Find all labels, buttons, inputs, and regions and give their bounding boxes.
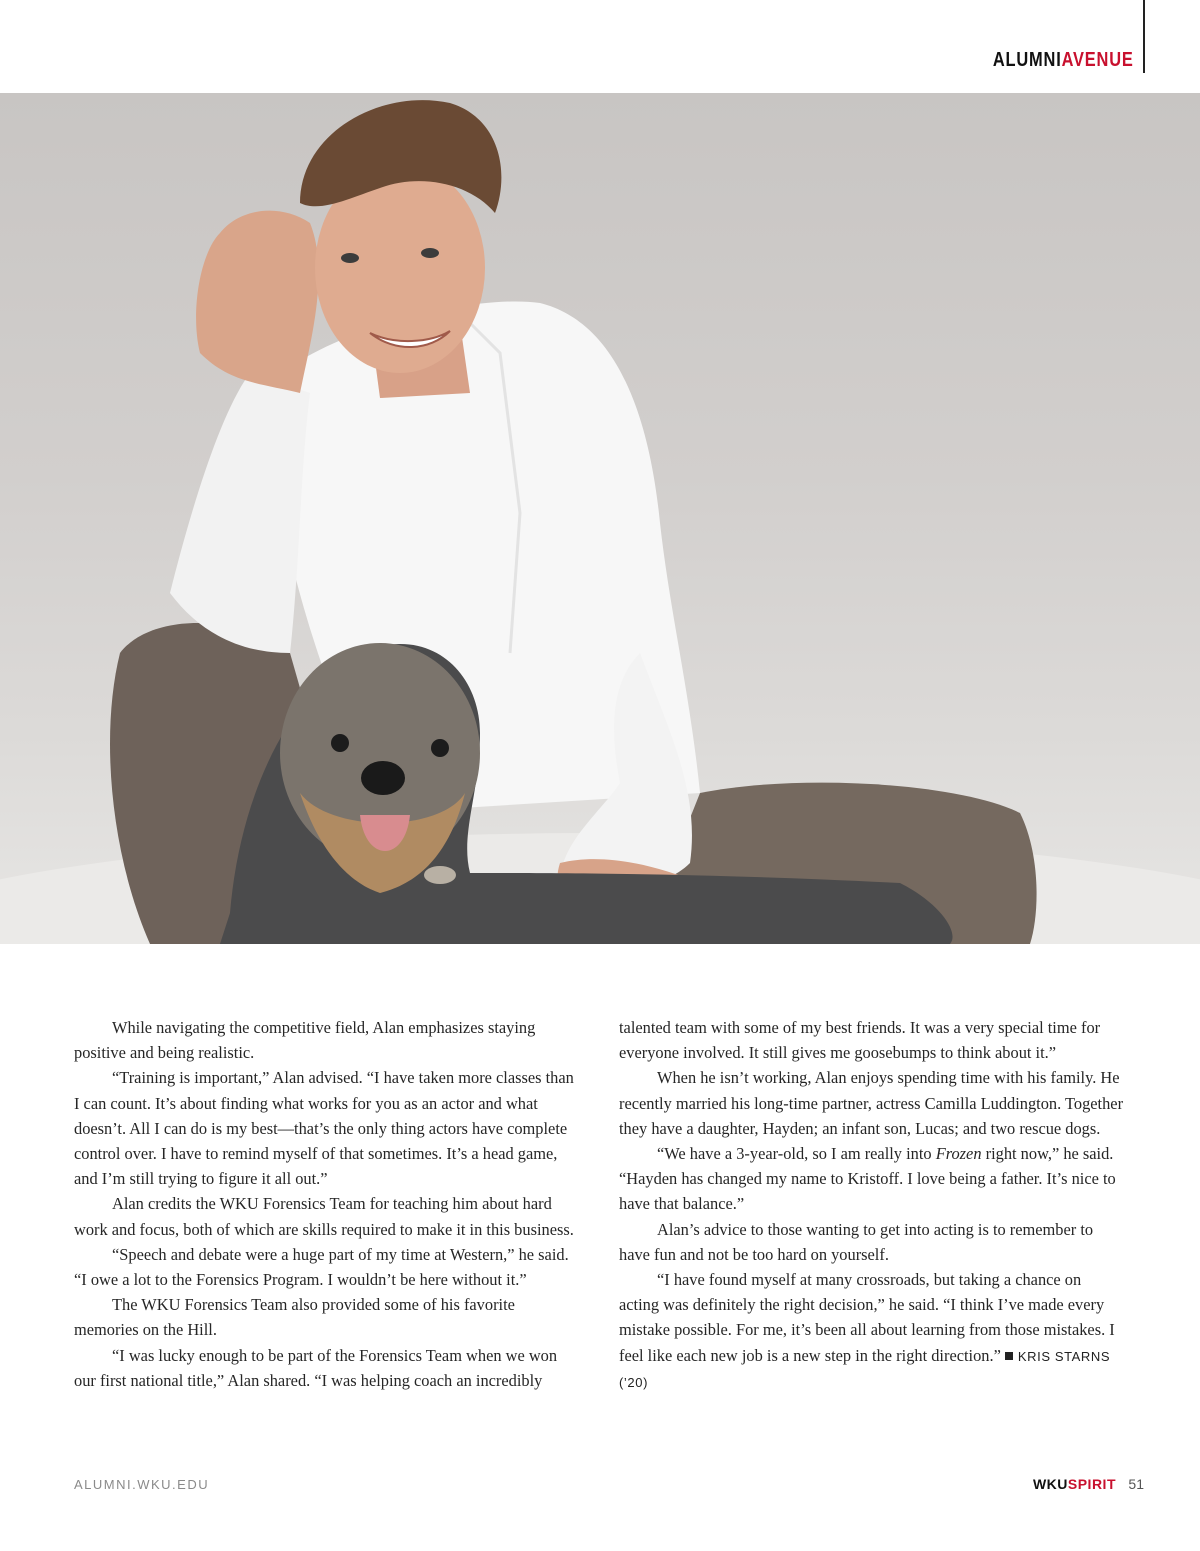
paragraph: [619, 1267, 1125, 1395]
footer-brand-word2: SPIRIT: [1067, 1476, 1116, 1492]
paragraph: While navigating the competitive field, Alan emphasizes staying positive and being realistic.: [74, 1018, 536, 1063]
paragraph: “I was lucky enough to be part of the Forensics Team when we won our first national title,” Alan shared. “I was helping coach an incredibly: [74, 1345, 558, 1390]
film-title: Frozen: [935, 1144, 982, 1164]
article-column-right: [619, 1015, 1125, 1395]
paragraph-text: “We have a 3-year-old, so I am really into: [657, 1144, 936, 1164]
paragraph: Alan credits the WKU Forensics Team for teaching him about hard work and focus, both of which are skills required to make it in this business.: [74, 1194, 574, 1239]
footer-brand-word1: WKU: [1032, 1476, 1068, 1492]
feature-photo: [0, 93, 1200, 944]
square-bullet-icon: [1005, 1352, 1013, 1360]
paragraph-text: “I have found myself at many crossroads, but taking a chance on acting was definitely the right decision,” he said. “I think I’ve made every mistake possible. For me, it’s been all about learning from those mistakes. I feel like each new job is a new step in the right direction.”: [619, 1270, 1115, 1365]
paragraph: The WKU Forensics Team also provided some of his favorite memories on the Hill.: [74, 1295, 515, 1340]
footer-url: ALUMNI.WKU.EDU: [74, 1477, 210, 1492]
section-heading-word1: ALUMNI: [993, 49, 1062, 71]
photo-man-with-dog-illustration: [0, 93, 1200, 944]
paragraph: “Speech and debate were a huge part of my time at Western,” he said. “I owe a lot to the Forensics Program. I wouldn’t be here without it.”: [74, 1244, 569, 1290]
paragraph: talented team with some of my best friends. It was a very special time for everyone involved. It still gives me goosebumps to think about it.”: [619, 1018, 1101, 1063]
paragraph: “Training is important,” Alan advised. “I have taken more classes than I can count. It’s about finding what works for you as an actor and what doesn’t. All I can do is my best—that’s the only thing actors have complete control over. I have to remind myself of that sometimes. It’s a head game, and I’m still trying to figure it all out.”: [74, 1068, 574, 1189]
byline-author: KRIS STARNS (’20): [619, 1348, 1111, 1390]
footer-brand: [1033, 1476, 1116, 1492]
article-column-left: [74, 1015, 580, 1393]
section-heading: [993, 49, 1134, 72]
page-number: 51: [1128, 1476, 1144, 1492]
paragraph: [619, 1141, 1125, 1217]
header-rule: [1143, 0, 1145, 73]
paragraph: Alan’s advice to those wanting to get into acting is to remember to have fun and not be too hard on yourself.: [619, 1219, 1094, 1264]
paragraph: When he isn’t working, Alan enjoys spending time with his family. He recently married his long-time partner, actress Camilla Luddington. Together they have a daughter, Hayden; an infant son, Lucas; and two rescue dogs.: [619, 1068, 1124, 1138]
section-heading-word2: AVENUE: [1061, 49, 1134, 71]
paragraph-text: right now,” he said. “Hayden has changed my name to Kristoff. I love being a father. It’s nice to have that balance.”: [619, 1144, 1116, 1214]
